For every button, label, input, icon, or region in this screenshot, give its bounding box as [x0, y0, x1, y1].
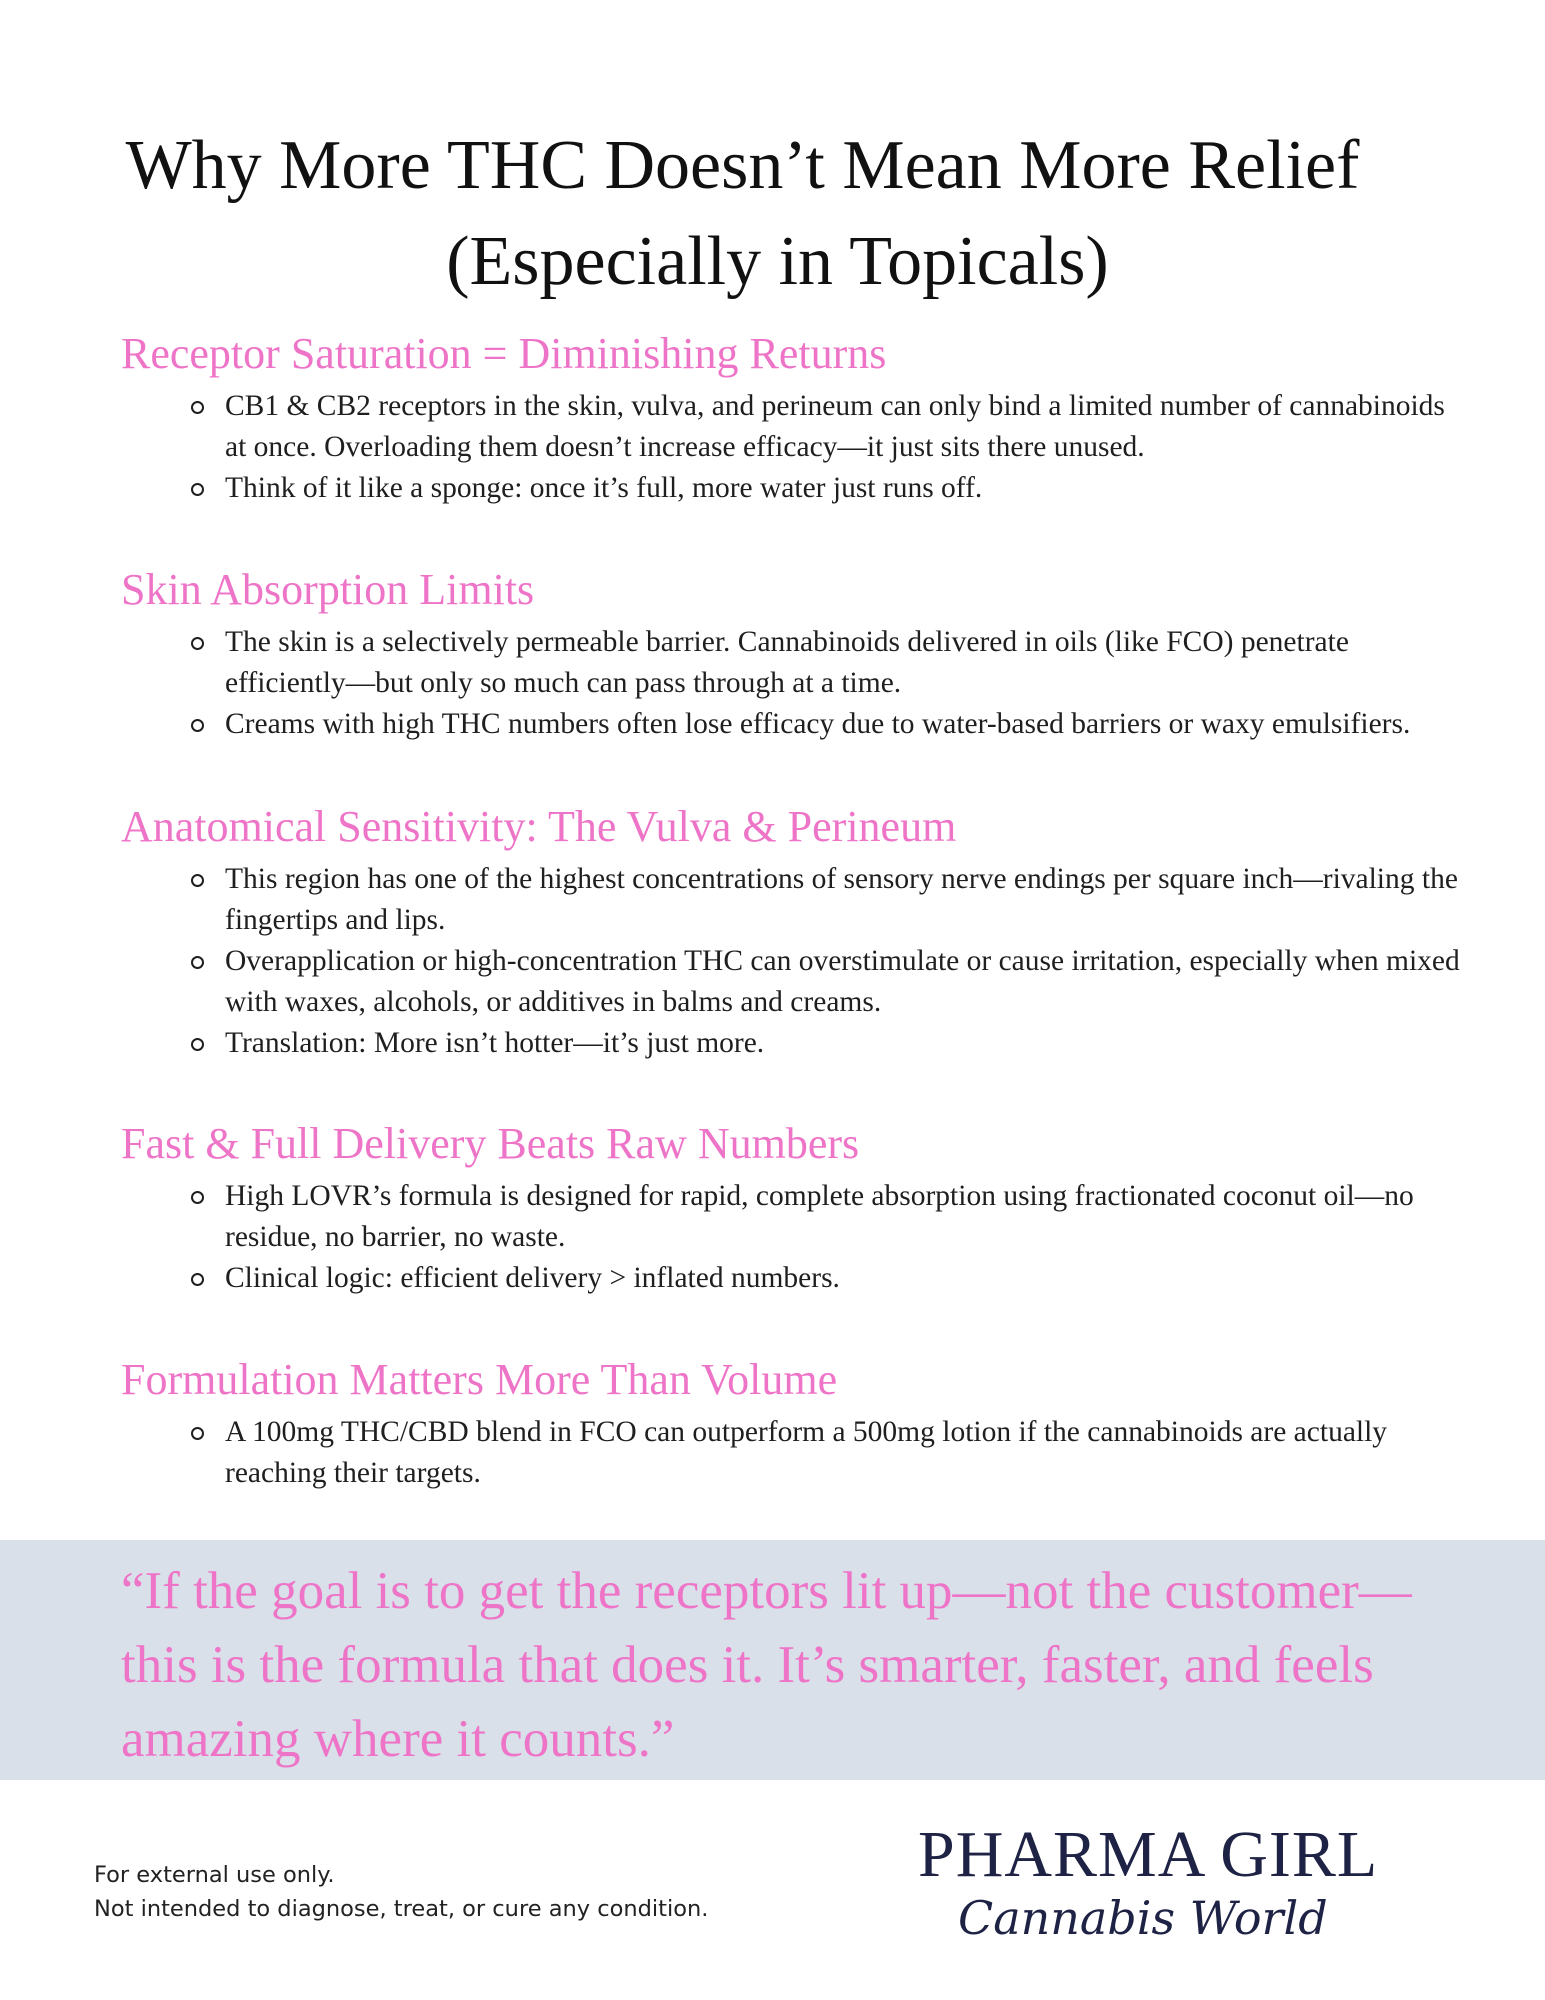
bullet-item: Think of it like a sponge: once it’s full, more water just runs off. [225, 468, 1461, 509]
brand-logo [918, 1818, 1398, 1958]
disclaimer-line-2: Not intended to diagnose, treat, or cure any condition. [94, 1896, 709, 1922]
quote-band [0, 1540, 1545, 1780]
logo-wordmark: PHARMA GIRL [918, 1818, 1379, 1891]
disclaimer-line-1: For external use only. [94, 1862, 335, 1888]
logo-script-tagline: Cannabis World [958, 1891, 1328, 1945]
section-formulation-matters [0, 1348, 1545, 1494]
bullet-item: Translation: More isn’t hotter—it’s just more. [225, 1023, 1461, 1064]
bullet-item: This region has one of the highest concentrations of sensory nerve endings per square inch—rivaling the fingertips and lips. [225, 859, 1461, 941]
page-title-line-2: (Especially in Topicals) [446, 223, 1109, 300]
bullet-list [121, 1412, 1461, 1494]
section-heading: Receptor Saturation = Diminishing Returns [121, 329, 887, 378]
bullet-item: High LOVR’s formula is designed for rapid, complete absorption using fractionated coconut oil—no residue, no barrier, no waste. [225, 1176, 1461, 1258]
section-heading: Fast & Full Delivery Beats Raw Numbers [121, 1119, 860, 1168]
content-sections [0, 322, 1545, 1494]
bullet-list [121, 386, 1461, 509]
section-skin-absorption [0, 558, 1545, 745]
section-heading: Formulation Matters More Than Volume [121, 1355, 838, 1404]
bullet-item: CB1 & CB2 receptors in the skin, vulva, and perineum can only bind a limited number of cannabinoids at once. Overloading them doesn’t increase efficacy—it just sits there unused. [225, 386, 1461, 468]
bullet-list [121, 622, 1461, 745]
section-fast-delivery [0, 1112, 1545, 1299]
bullet-list [121, 1176, 1461, 1299]
section-heading: Skin Absorption Limits [121, 565, 535, 614]
bullet-list [121, 859, 1461, 1064]
section-receptor-saturation [0, 322, 1545, 509]
pull-quote: “If the goal is to get the receptors lit up—not the customer—this is the formula that does it. It’s smarter, faster, and feels amazing where it counts.” [121, 1562, 1412, 1768]
section-heading: Anatomical Sensitivity: The Vulva & Perineum [121, 802, 957, 851]
bullet-item: Creams with high THC numbers often lose efficacy due to water-based barriers or waxy emulsifiers. [225, 704, 1461, 745]
page-title [0, 118, 1545, 310]
disclaimer [94, 1858, 708, 1926]
bullet-item: Clinical logic: efficient delivery > inflated numbers. [225, 1258, 1461, 1299]
bullet-item: Overapplication or high-concentration THC can overstimulate or cause irritation, especially when mixed with waxes, alcohols, or additives in balms and creams. [225, 941, 1461, 1023]
page-title-line-1: Why More THC Doesn’t Mean More Relief [125, 127, 1360, 204]
bullet-item: The skin is a selectively permeable barrier. Cannabinoids delivered in oils (like FCO) penetrate efficiently—but only so much can pass through at a time. [225, 622, 1461, 704]
section-anatomical-sensitivity [0, 795, 1545, 1064]
bullet-item: A 100mg THC/CBD blend in FCO can outperform a 500mg lotion if the cannabinoids are actually reaching their targets. [225, 1412, 1461, 1494]
